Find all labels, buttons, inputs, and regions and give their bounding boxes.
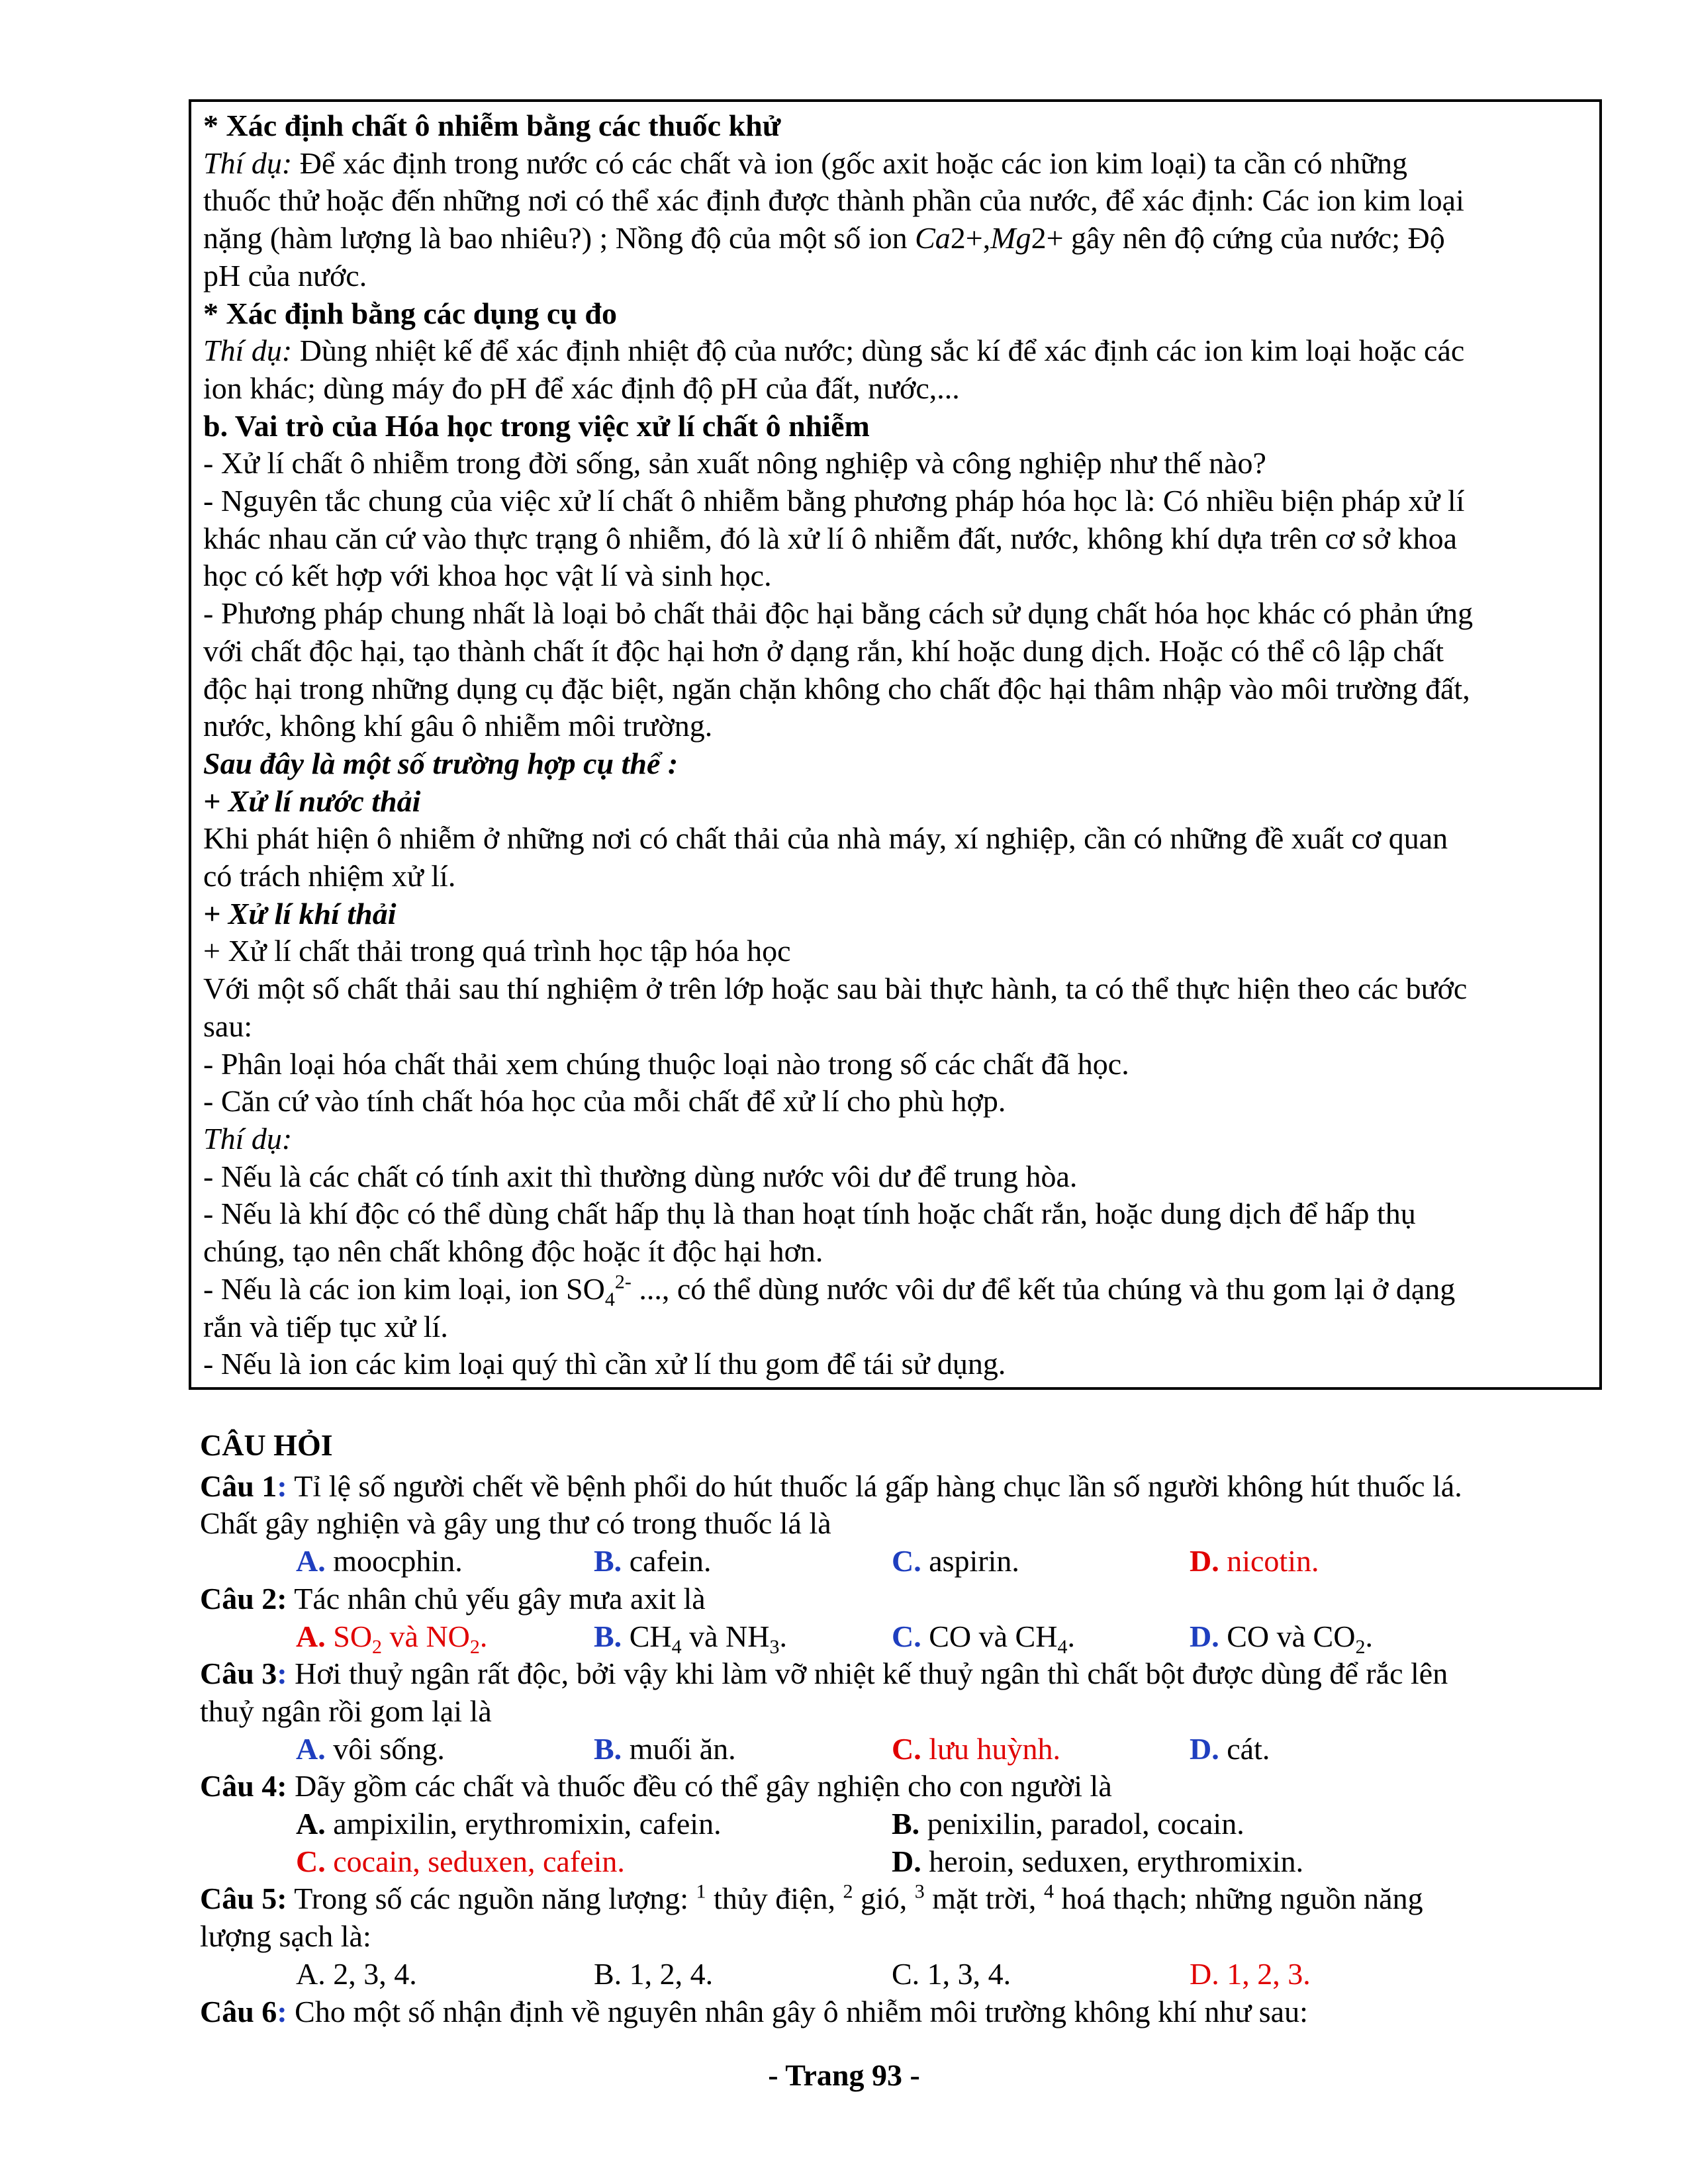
box-line: - Nếu là ion các kim loại quý thì cần xử lí thu gom để tái sử dụng. [203, 1347, 1006, 1381]
option-c-correct: C. cocain, seduxen, cafein. [296, 1844, 625, 1878]
answer-options [200, 1731, 1603, 1768]
question-text: Cho một số nhận định về nguyên nhân gây ô nhiễm môi trường không khí như sau: [287, 1994, 1308, 2028]
box-line [203, 332, 1587, 370]
box-line: - Căn cứ vào tính chất hóa học của mỗi chất để xử lí cho phù hợp. [203, 1084, 1006, 1118]
option-b: B. $CH_4$ và $NH_3$. [594, 1619, 787, 1658]
box-line: độc hại trong những dụng cụ đặc biệt, ngăn chặn không cho chất độc hại thâm nhập vào môi trường đất, [203, 671, 1470, 705]
question-6 [200, 1993, 1603, 2031]
box-line: * Xác định chất ô nhiễm bằng các thuốc khử [203, 109, 781, 142]
option-c: C. CO và $CH_4$. [892, 1619, 1075, 1658]
question-text: Dãy gồm các chất và thuốc đều có thể gây nghiện cho con người là [287, 1769, 1112, 1803]
box-line: Với một số chất thải sau thí nghiệm ở trên lớp hoặc sau bài thực hành, ta có thể thực hiện theo các bước [203, 972, 1468, 1006]
question-label: Câu 5: [200, 1882, 287, 1916]
superscript: 2- [614, 1271, 632, 1293]
box-line: b. Vai trò của Hóa học trong việc xử lí chất ô nhiễm [203, 408, 870, 443]
page-number: - Trang 93 - [768, 2058, 920, 2092]
question-text-line: thuỷ ngân rồi gom lại là [200, 1694, 492, 1728]
question-label: Câu 3 [200, 1657, 277, 1691]
option-b: B. muối ăn. [594, 1731, 736, 1766]
question-text: Tỉ lệ số người chết về bệnh phổi do hút thuốc lá gấp hàng chục lần số người không hút thuốc lá. [287, 1469, 1462, 1503]
question-label: Câu 2: [200, 1581, 287, 1615]
option-a-correct: A. $SO_2$ và $NO_2$. [296, 1619, 488, 1658]
answer-options [200, 1618, 1603, 1656]
box-line: rắn và tiếp tục xử lí. [203, 1309, 448, 1343]
question-label: Câu 4: [200, 1769, 287, 1803]
theory-box [189, 99, 1602, 1390]
box-line: ion khác; dùng máy đo pH để xác định độ pH của đất, nước,... [203, 371, 960, 405]
box-line: - Phân loại hóa chất thải xem chúng thuộc loại nào trong số các chất đã học. [203, 1046, 1129, 1081]
box-line: - Xử lí chất ô nhiễm trong đời sống, sản xuất nông nghiệp và công nghiệp như thế nào? [203, 446, 1266, 480]
text-span: Ca [915, 221, 951, 255]
option-d-correct: D. 1, 2, 3. [1190, 1956, 1311, 1991]
box-line: Sau đây là một số trường hợp cụ thể : [203, 746, 679, 780]
box-line: Thí dụ: [203, 1121, 293, 1156]
text-span: Để xác định trong nước có các chất và ion (gốc axit hoặc các ion kim loại) ta cần có những [292, 146, 1408, 180]
question-text-line: Chất gây nghiện và gây ung thư có trong thuốc lá là [200, 1506, 831, 1541]
questions-section [200, 1427, 1603, 2030]
box-line: pH của nước. [203, 258, 367, 293]
question-5: Câu 5: Trong số các nguồn năng lượng: $^1$ thủy điện, $^2$ gió, $^3$ mặt trời, $^4$ hoá thạch; những nguồn năng [200, 1881, 1423, 1916]
box-line [203, 145, 1587, 183]
option-d: D. CO và $CO_2$. [1190, 1619, 1373, 1658]
question-1 [200, 1468, 1603, 1506]
box-line: chúng, tạo nên chất không độc hoặc ít độc hại hơn. [203, 1234, 823, 1269]
option-d: D. cát. [1190, 1731, 1270, 1766]
box-line: + Xử lí khí thải [203, 896, 397, 931]
box-line: - Nếu là các chất có tính axit thì thường dùng nước vôi dư để trung hòa. [203, 1159, 1078, 1193]
box-line: + Xử lí chất thải trong quá trình học tập hóa học [203, 934, 791, 968]
box-line: với chất độc hại, tạo thành chất ít độc hại hơn ở dạng rắn, khí hoặc dung dịch. Hoặc có thể cô lập chất [203, 633, 1444, 668]
box-line: + Xử lí nước thải [203, 784, 421, 818]
option-c-correct: C. lưu huỳnh. [892, 1731, 1060, 1766]
box-line: thuốc thử hoặc đến những nơi có thể xác định được thành phần của nước, để xác định: Các ion kim loại [203, 183, 1464, 218]
answer-options [200, 1843, 1603, 1881]
box-line: sau: [203, 1009, 253, 1043]
box-line: * Xác định bằng các dụng cụ đo [203, 296, 617, 330]
subscript: 4 [604, 1288, 615, 1310]
box-line: - Nguyên tắc chung của việc xử lí chất ô nhiễm bằng phương pháp hóa học là: Có nhiều biện pháp xử lí [203, 484, 1465, 518]
box-line: học có kết hợp với khoa học vật lí và sinh học. [203, 559, 772, 593]
box-line: - Nếu là khí độc có thể dùng chất hấp thụ là than hoạt tính hoặc chất rắn, hoặc dung dịch để hấp thụ [203, 1197, 1416, 1231]
option-a: A. 2, 3, 4. [296, 1956, 417, 1991]
box-line: khác nhau căn cứ vào thực trạng ô nhiễm, đó là xử lí ô nhiễm đất, nước, không khí dựa trên cơ sở khoa [203, 521, 1458, 555]
question-colon: : [277, 1657, 287, 1691]
question-2 [200, 1580, 1603, 1618]
question-text-line: lượng sạch là: [200, 1919, 371, 1954]
box-line: Khi phát hiện ô nhiễm ở những nơi có chất thải của nhà máy, xí nghiệp, cần có những đề xuất cơ quan [203, 821, 1448, 856]
text-span: 2+, [950, 221, 991, 255]
text-span: nặng (hàm lượng là bao nhiêu?) ; Nồng độ của một số ion [203, 221, 915, 255]
box-line: nước, không khí gâu ô nhiễm môi trường. [203, 709, 713, 743]
answer-options [200, 1956, 1603, 1993]
box-line: có trách nhiệm xử lí. [203, 859, 456, 893]
question-3 [200, 1655, 1603, 1693]
option-a: A. vôi sống. [296, 1731, 445, 1766]
box-line [203, 1271, 1587, 1308]
option-b: B. 1, 2, 4. [594, 1956, 714, 1991]
example-label: Thí dụ: [203, 146, 293, 180]
text-span: Mg [990, 221, 1031, 255]
option-c: C. aspirin. [892, 1544, 1019, 1578]
option-a: A. moocphin. [296, 1544, 463, 1578]
question-text: Tác nhân chủ yếu gây mưa axit là [287, 1581, 706, 1615]
question-label: Câu 6 [200, 1994, 277, 2028]
answer-options [200, 1805, 1603, 1843]
option-d: D. heroin, seduxen, erythromixin. [892, 1844, 1304, 1878]
option-b: B. penixilin, paradol, cocain. [892, 1807, 1244, 1841]
question-colon: : [277, 1994, 287, 2028]
box-line [203, 220, 1587, 257]
text-span: - Nếu là các ion kim loại, ion SO [203, 1271, 605, 1306]
example-label: Thí dụ: [203, 334, 293, 368]
answer-options [200, 1543, 1603, 1580]
text-span: 2+ gây nên độ cứng của nước; Độ [1031, 221, 1445, 255]
option-d-correct: D. nicotin. [1190, 1544, 1319, 1578]
text-span: ..., có thể dùng nước vôi dư để kết tủa chúng và thu gom lại ở dạng [631, 1271, 1456, 1306]
question-text: Hơi thuỷ ngân rất độc, bởi vậy khi làm vỡ nhiệt kế thuỷ ngân thì chất bột được dùng để rắc lên [287, 1657, 1448, 1691]
question-colon: : [277, 1469, 287, 1503]
question-4 [200, 1768, 1603, 1805]
text-span: Dùng nhiệt kế để xác định nhiệt độ của nước; dùng sắc kí để xác định các ion kim loại hoặc các [292, 334, 1465, 368]
option-a: A. ampixilin, erythromixin, cafein. [296, 1807, 722, 1841]
option-c: C. 1, 3, 4. [892, 1956, 1011, 1991]
option-b: B. cafein. [594, 1544, 712, 1578]
questions-heading: CÂU HỎI [200, 1428, 333, 1462]
question-label: Câu 1 [200, 1469, 277, 1503]
box-line: - Phương pháp chung nhất là loại bỏ chất thải độc hại bằng cách sử dụng chất hóa học khác có phản ứng [203, 596, 1474, 631]
